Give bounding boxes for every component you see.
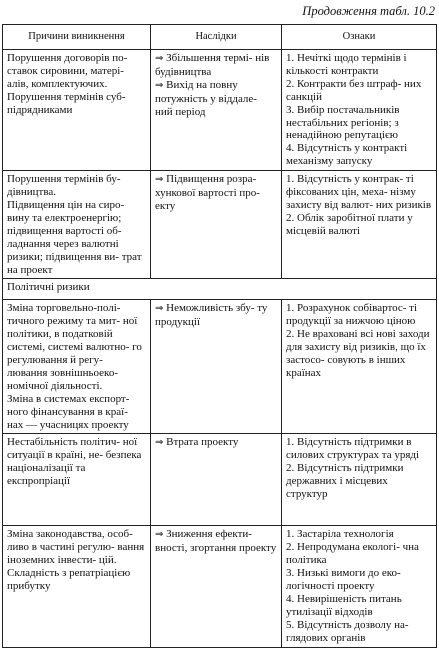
cause-text: Підвищення цін на сиро- вину та електроенергію; підвищення вартості об- ладнання через валютні ризики; підвищення ви- трат на проект — [7, 198, 142, 276]
sign-item: 1. Нечіткі щодо термінів і кількості контракти — [286, 52, 407, 77]
cause-text: Порушення термінів суб- підрядниками — [7, 90, 126, 116]
cell-signs — [282, 300, 437, 434]
effect-text: Вихід на повну потужність у віддале- ний період — [155, 78, 257, 118]
sign-item: 5. Відсутність дозволу на- глядових органів — [286, 618, 409, 644]
cell-causes — [3, 434, 151, 526]
cell-causes — [3, 50, 151, 171]
cell-causes — [3, 300, 151, 434]
sign-item: 1. Застаріла технологія — [286, 528, 394, 541]
cell-signs — [282, 526, 437, 647]
sign-item: 4. Невирішеність питань утилізації відходів — [286, 593, 402, 618]
table-row — [3, 526, 437, 647]
cause-text: Порушення термінів бу- дівництва. — [7, 173, 121, 199]
sign-item: 1. Розрахунок собівартос- ті продукції за нижчою ціною — [286, 302, 418, 328]
sign-item: 3. Низькі вимоги до еко- логічності проекту — [286, 567, 401, 593]
arrow-icon: ⇒ — [155, 437, 164, 449]
cell-causes — [3, 171, 151, 279]
sign-item: 2. Відсутність підтримки державних і місцевих структур — [286, 462, 404, 501]
cell-signs — [282, 50, 437, 171]
cause-text: Порушення договорів по- ставок сировини, матері- алів, комплектуючих. — [7, 52, 128, 90]
sign-item: 3. Вибір постачальників нестабільних регіонів; з ненадійною репутацією — [286, 103, 400, 142]
effect-text: Неможливість збу- ту продукції — [155, 302, 268, 329]
table-caption: Продовження табл. 10.2 — [302, 4, 435, 18]
sign-item: 1. Відсутність у контрак- ті фіксованих цін, меха- нізму захисту від валют- них ризиків — [286, 173, 432, 211]
table-header-row — [3, 25, 437, 50]
header-effects: Наслідки — [151, 25, 282, 50]
arrow-icon: ⇒ — [155, 79, 164, 91]
cell-effects — [151, 526, 282, 647]
cell-effects — [151, 300, 282, 434]
arrow-icon: ⇒ — [155, 303, 164, 315]
arrow-icon: ⇒ — [155, 174, 164, 186]
risk-table — [2, 24, 437, 648]
cell-effects — [151, 50, 282, 171]
effect-text: Зниження ефекти- вності, згортання проекту — [155, 528, 277, 555]
table-row — [3, 171, 437, 279]
header-causes: Причини виникнення — [3, 25, 151, 50]
cause-text: Зміна законодавства, особ- ливо в частині регулю- вання іноземних інвести- цій. — [7, 528, 145, 567]
section-title: Політичні ризики — [3, 279, 437, 300]
table-row — [3, 50, 437, 171]
sign-item: 2. Не враховані всі нові заходи для захисту від ризиків, що їх застосо- совують в інших країнах — [286, 328, 430, 379]
arrow-icon: ⇒ — [155, 529, 164, 541]
table-row — [3, 434, 437, 526]
section-row — [3, 279, 437, 300]
cell-causes — [3, 526, 151, 647]
cause-text: Зміна торговельно-полі- тичного режиму та мит- ної політики, в податковій системі, системі валютно- го регулювання й регу- лювання зовнішньоеко- номічної діяльності. — [7, 302, 142, 392]
cause-text: Складність з репатріацією прибутку — [7, 567, 131, 593]
header-signs: Ознаки — [282, 25, 437, 50]
cause-text: Зміна в системах експорт- ного фінансування в краї- нах — учасницях проекту — [7, 392, 130, 431]
effect-text: Підвищення розра- хункової вартості про- екту — [155, 173, 260, 212]
cell-signs — [282, 171, 437, 279]
cell-effects — [151, 434, 282, 526]
sign-item: 2. Контракти без штраф- них санкцій — [286, 77, 422, 103]
effect-text: Збільшення термі- нів будівництва — [155, 52, 270, 78]
sign-item: 1. Відсутність підтримки в силових структурах та уряді — [286, 436, 420, 462]
cause-text: Нестабільність політич- ної ситуації в країні, не- безпека націоналізації та експропріації — [7, 436, 142, 488]
cell-signs — [282, 434, 437, 526]
sign-item: 2. Облік заробітної плати у місцевій валюті — [286, 211, 413, 237]
arrow-icon: ⇒ — [155, 53, 164, 64]
effect-text: Втрата проекту — [166, 436, 239, 449]
table-row — [3, 300, 437, 434]
cell-effects — [151, 171, 282, 279]
sign-item: 4. Відсутність у контракті механізму запуску — [286, 142, 408, 168]
sign-item: 2. Непродумана екологі- чна політика — [286, 541, 419, 567]
